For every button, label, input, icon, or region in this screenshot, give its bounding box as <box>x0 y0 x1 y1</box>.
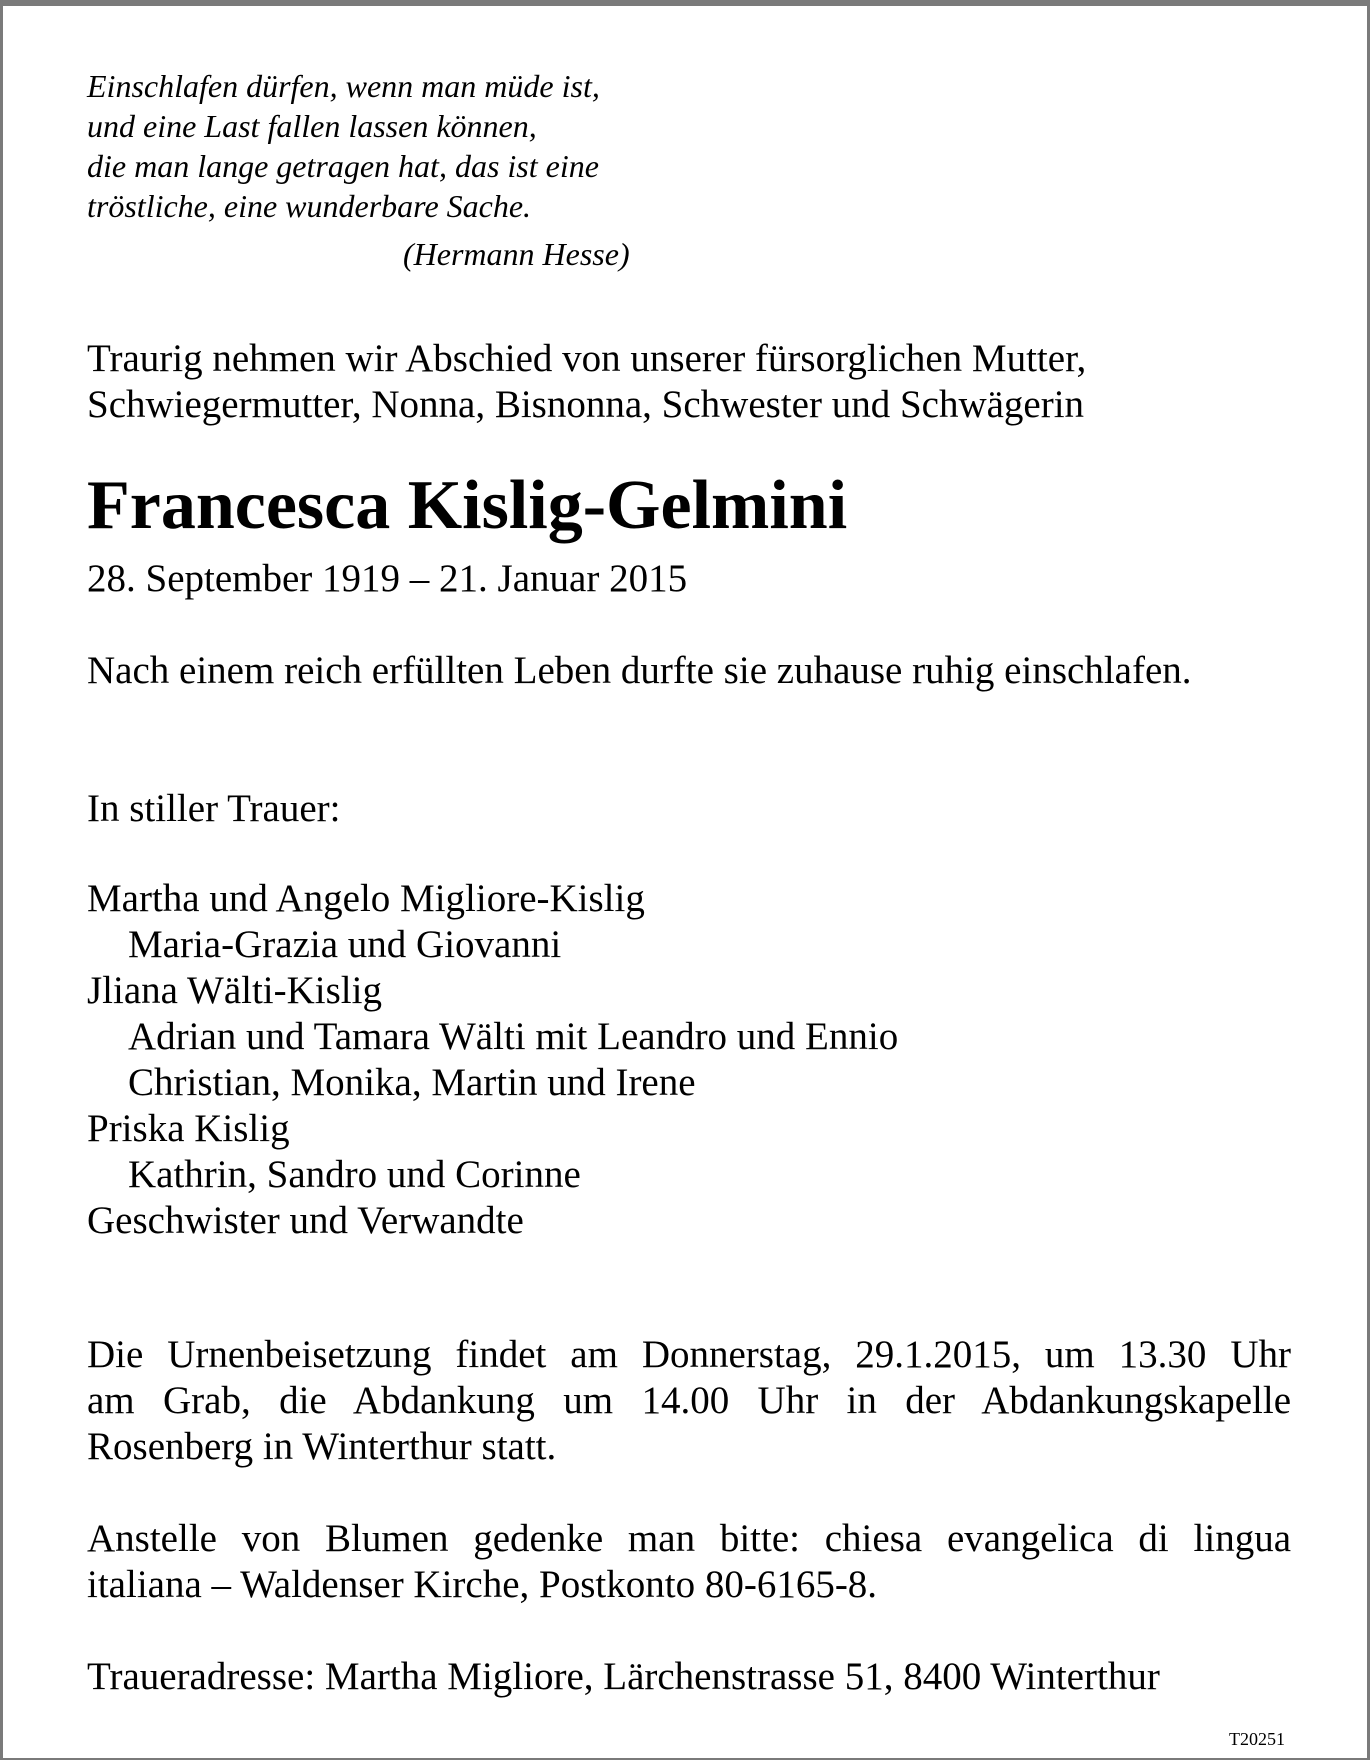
life-dates: 28. September 1919 – 21. Januar 2015 <box>87 557 688 600</box>
quote-line: und eine Last fallen lassen können, <box>87 108 537 144</box>
mourner-entry: Maria-Grazia und Giovanni <box>128 923 562 966</box>
reference-code: T20251 <box>1229 1729 1285 1749</box>
donation-line: italiana – Waldenser Kirche, Postkonto 80-6165-8. <box>87 1563 878 1606</box>
ceremony-line: am Grab, die Abdankung um 14.00 Uhr in der Abdankungskapelle <box>87 1379 1291 1422</box>
donation-info <box>87 1516 1291 1608</box>
hesse-quote <box>87 66 600 226</box>
mourner-entry: Jliana Wälti-Kislig <box>87 969 382 1012</box>
life-statement: Nach einem reich erfüllten Leben durfte sie zuhause ruhig einschlafen. <box>87 649 1192 692</box>
ceremony-info <box>87 1332 1291 1470</box>
quote-author: (Hermann Hesse) <box>403 236 630 272</box>
deceased-name: Francesca Kislig-Gelmini <box>87 467 848 544</box>
quote-line: die man lange getragen hat, das ist eine <box>87 148 599 184</box>
mourner-entry: Geschwister und Verwandte <box>87 1199 524 1242</box>
mourner-entry: Adrian und Tamara Wälti mit Leandro und Ennio <box>128 1015 899 1058</box>
mourner-entry: Kathrin, Sandro und Corinne <box>128 1153 581 1196</box>
mourning-address: Traueradresse: Martha Migliore, Lärchenstrasse 51, 8400 Winterthur <box>87 1655 1160 1698</box>
intro-line: Schwiegermutter, Nonna, Bisnonna, Schwester und Schwägerin <box>87 383 1085 426</box>
ceremony-line: Rosenberg in Winterthur statt. <box>87 1425 557 1468</box>
mourner-entry: Priska Kislig <box>87 1107 290 1150</box>
quote-line: tröstliche, eine wunderbare Sache. <box>87 188 532 224</box>
mourner-entry: Martha und Angelo Migliore-Kislig <box>87 877 645 920</box>
mourner-entry: Christian, Monika, Martin und Irene <box>128 1061 696 1104</box>
quote-line: Einschlafen dürfen, wenn man müde ist, <box>87 68 600 104</box>
mourners-list <box>87 876 898 1244</box>
donation-line: Anstelle von Blumen gedenke man bitte: chiesa evangelica di lingua <box>87 1517 1291 1560</box>
farewell-intro <box>87 336 1086 428</box>
intro-line: Traurig nehmen wir Abschied von unserer fürsorglichen Mutter, <box>87 337 1087 380</box>
ceremony-line: Die Urnenbeisetzung findet am Donnerstag, 29.1.2015, um 13.30 Uhr <box>87 1333 1291 1376</box>
mourning-label: In stiller Trauer: <box>87 787 341 830</box>
